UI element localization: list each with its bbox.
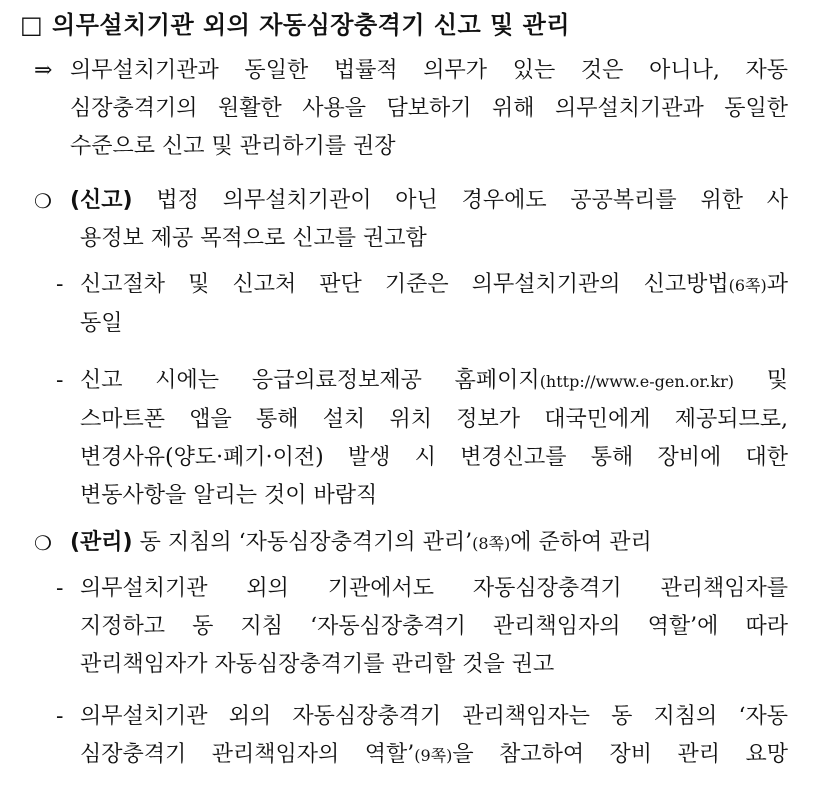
manage-item-2-text-b: 을 참고하여 장비 관리 요망 (452, 742, 788, 767)
dash-bullet: - (56, 704, 64, 729)
report-item-1-line-2: 동일 (80, 311, 123, 336)
dash-bullet: - (56, 576, 64, 601)
dash-bullet: - (56, 272, 64, 297)
circle-bullet-icon: ❍ (34, 531, 52, 555)
manage-label: (관리) (70, 530, 133, 555)
report-line-1 (70, 182, 788, 220)
report-item-2-text-a: 신고 시에는 응급의료정보제공 홈페이지 (80, 368, 540, 393)
report-item-2 (80, 362, 788, 515)
manage-item-2-line-1: 의무설치기관 외의 자동심장충격기 관리책임자는 동 지침의 ‘자동 (80, 704, 788, 729)
manage-item-1-line-1: 의무설치기관 외의 기관에서도 자동심장충격기 관리책임자를 (80, 576, 788, 601)
manage-item-2 (80, 698, 788, 775)
manage-item-1-line-3: 관리책임자가 자동심장충격기를 관리할 것을 권고 (80, 652, 555, 677)
circle-bullet-icon: ❍ (34, 189, 52, 213)
manage-item-1-line-2: 지정하고 동 지침 ‘자동심장충격기 관리책임자의 역할’에 따라 (80, 614, 788, 639)
implies-arrow-icon: ⇒ (34, 58, 53, 83)
report-item-2-line-4: 변동사항을 알리는 것이 바람직 (80, 483, 378, 508)
manage-text-b: 에 준하여 관리 (510, 530, 652, 555)
report-item-1-text-b: 과 (766, 272, 788, 297)
report-paragraph (70, 182, 788, 258)
dash-bullet: - (56, 368, 64, 393)
website-url: (http://www.e-gen.or.kr) (539, 372, 734, 391)
manage-text-a: 동 지침의 ‘자동심장충격기의 관리’ (132, 530, 473, 555)
page-reference: (6쪽) (728, 276, 767, 295)
report-item-1-line-1 (80, 266, 788, 305)
checkbox-square-icon: □ (20, 11, 44, 39)
report-line-1-text: 법정 의무설치기관이 아닌 경우에도 공공복리를 위한 사 (132, 188, 788, 213)
page-reference: (9쪽) (414, 746, 453, 765)
manage-line-1 (70, 524, 788, 563)
report-item-2-line-3: 변경사유(양도·폐기·이전) 발생 시 변경신고를 통해 장비에 대한 (80, 445, 788, 470)
report-item-1-text-a: 신고절차 및 신고처 판단 기준은 의무설치기관의 신고방법 (80, 272, 729, 297)
report-line-2: 용정보 제공 목적으로 신고를 권고함 (80, 226, 427, 251)
summary-paragraph (70, 52, 788, 166)
report-item-1 (80, 266, 788, 343)
report-item-2-text-b: 및 (733, 368, 789, 393)
summary-line: 수준으로 신고 및 관리하기를 권장 (70, 134, 396, 159)
section-title-text: 의무설치기관 외의 자동심장충격기 신고 및 관리 (52, 11, 571, 39)
page-reference: (8쪽) (472, 534, 511, 553)
manage-paragraph (70, 524, 788, 563)
manage-item-1 (80, 570, 788, 684)
summary-line: 의무설치기관과 동일한 법률적 의무가 있는 것은 아니나, 자동 (70, 58, 788, 83)
report-label: (신고) (70, 188, 133, 213)
manage-item-2-line-2 (80, 736, 788, 775)
summary-line: 심장충격기의 원활한 사용을 담보하기 위해 의무설치기관과 동일한 (70, 96, 788, 121)
manage-item-2-text-a: 심장충격기 관리책임자의 역할’ (80, 742, 415, 767)
section-title (20, 8, 570, 42)
report-item-2-line-1 (80, 362, 788, 401)
report-item-2-line-2: 스마트폰 앱을 통해 설치 위치 정보가 대국민에게 제공되므로, (80, 407, 788, 432)
